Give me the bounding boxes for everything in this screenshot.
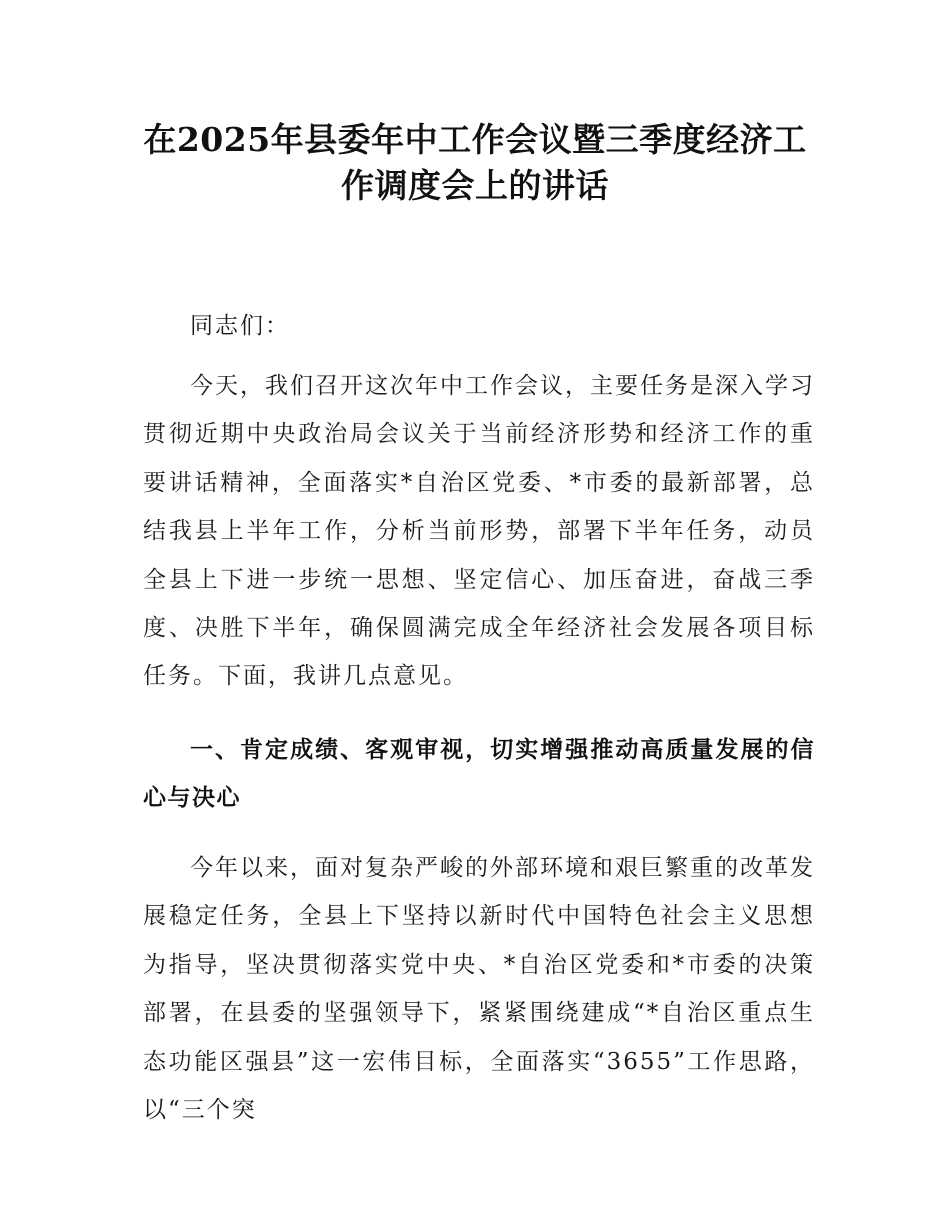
document-title-line-2: 作调度会上的讲话 — [341, 166, 609, 205]
body-paragraph-1: 今天，我们召开这次年中工作会议，主要任务是深入学习贯彻近期中央政治局会议关于当前经济形势和经济工作的重要讲话精神，全面落实*自治区党委、*市委的最新部署，总结我县上半年工作，分析当前形势，部署下半年任务，动员全县上下进一步统一思想、坚定信心、加压奋进，奋战三季度、决胜下半年，确保圆满完成全年经济社会发展各项目标任务。下面，我讲几点意见。 — [143, 373, 815, 690]
document-title-line-1: 在2025年县委年中工作会议暨三季度经济工 — [143, 120, 807, 159]
section-heading-1: 一、肯定成绩、客观审视，切实增强推动高质量发展的信心与决心 — [143, 737, 815, 812]
body-paragraph-2: 今年以来，面对复杂严峻的外部环境和艰巨繁重的改革发展稳定任务，全县上下坚持以新时代中国特色社会主义思想为指导，坚决贯彻落实党中央、*自治区党委和*市委的决策部署，在县委的坚强领导下，紧紧围绕建成“*自治区重点生态功能区强县”这一宏伟目标，全面落实“3655”工作思路，以“三个突 — [143, 855, 815, 1124]
salutation: 同志们： — [190, 313, 290, 339]
